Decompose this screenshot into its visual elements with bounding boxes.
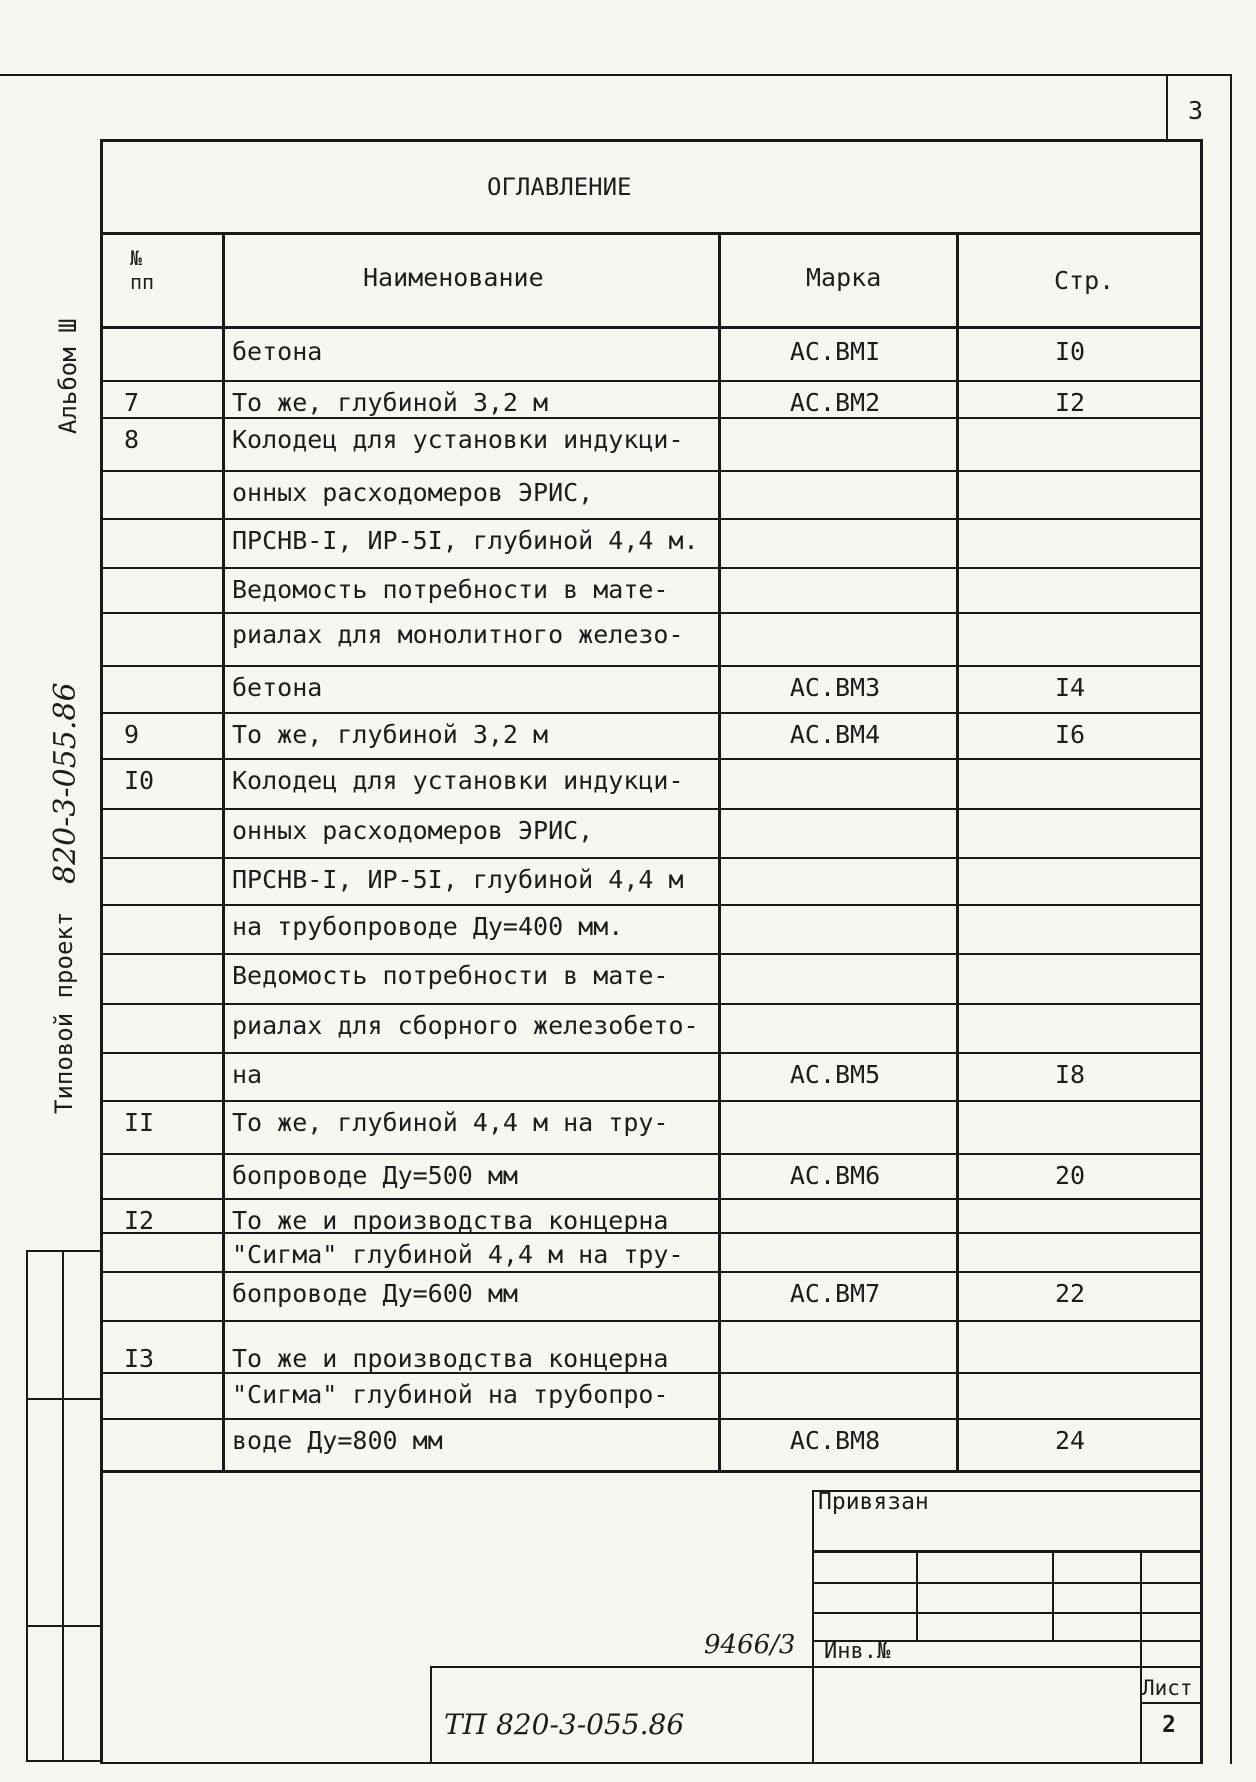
row-line xyxy=(100,518,1202,520)
row-line xyxy=(100,612,1202,614)
row-page: 20 xyxy=(1054,1161,1086,1190)
col-header-name: Наименование xyxy=(363,263,544,292)
stamp-line-3 xyxy=(812,1612,1202,1614)
margin-table-row2 xyxy=(26,1625,102,1627)
row-line xyxy=(100,1271,1202,1273)
row-number: II xyxy=(124,1108,155,1137)
row-line xyxy=(100,1100,1202,1102)
row-number: I0 xyxy=(124,766,155,795)
margin-table-row1 xyxy=(26,1398,102,1400)
inv-number: 9466/3 xyxy=(704,1630,796,1660)
stamp-line-5 xyxy=(430,1666,1202,1668)
margin-table-mid xyxy=(62,1250,64,1762)
row-line xyxy=(100,1052,1202,1054)
table-header-top xyxy=(100,232,1202,235)
row-page: I4 xyxy=(1054,673,1086,702)
page-number: 3 xyxy=(1188,96,1204,125)
row-mark: АС.ВМ6 xyxy=(789,1161,881,1190)
row-name: бетона xyxy=(232,337,323,366)
row-line xyxy=(100,953,1202,955)
row-line xyxy=(100,808,1202,810)
col-header-page: Стр. xyxy=(1054,266,1115,295)
row-name: То же и производства концерна xyxy=(232,1344,669,1373)
doc-code: ТП 820-3-055.86 xyxy=(444,1708,685,1741)
main-frame-left xyxy=(100,139,103,1764)
page-number-box-left xyxy=(1166,76,1168,142)
row-line xyxy=(100,712,1202,714)
row-name: "Сигма" глубиной на трубопро- xyxy=(232,1380,669,1409)
row-page: I6 xyxy=(1054,720,1086,749)
right-margin-line xyxy=(1230,76,1232,1764)
row-page: I0 xyxy=(1054,337,1086,366)
table-bottom-line xyxy=(100,1470,1202,1473)
row-line xyxy=(100,567,1202,569)
row-line xyxy=(100,1320,1202,1322)
sheet-number: 2 xyxy=(1162,1712,1176,1738)
row-mark: АС.ВМI xyxy=(789,337,881,366)
row-number: 7 xyxy=(124,388,140,417)
frame-bottom xyxy=(100,1762,1202,1764)
row-line xyxy=(100,857,1202,859)
row-line xyxy=(100,1198,1202,1200)
row-name: риалах для сборного железобето- xyxy=(232,1011,699,1040)
row-name: ПРСНВ-I, ИР-5I, глубиной 4,4 м. xyxy=(232,526,699,555)
row-line xyxy=(100,904,1202,906)
frame-top-line xyxy=(0,74,1232,76)
row-name: Колодец для установки индукци- xyxy=(232,766,684,795)
margin-table-bottom xyxy=(26,1760,102,1762)
row-page: 24 xyxy=(1054,1426,1086,1455)
row-name: "Сигма" глубиной 4,4 м на тру- xyxy=(232,1240,684,1269)
stamp-col-c xyxy=(1140,1550,1142,1666)
row-name: бопроводе Ду=600 мм xyxy=(232,1279,518,1308)
row-line xyxy=(100,1418,1202,1420)
row-name: онных расходомеров ЭРИС, xyxy=(232,478,594,507)
sheet-label: Лист xyxy=(1142,1676,1193,1700)
row-line xyxy=(100,470,1202,472)
col-header-mark: Марка xyxy=(806,263,882,292)
row-number: 9 xyxy=(124,720,140,749)
row-name: бопроводе Ду=500 мм xyxy=(232,1161,518,1190)
project-label: Типовой проект xyxy=(50,911,78,1114)
row-name: Ведомость потребности в мате- xyxy=(232,961,669,990)
row-name: То же и производства концерна xyxy=(232,1206,669,1235)
stamp-left-doc xyxy=(430,1666,432,1764)
row-mark: АС.ВМ7 xyxy=(789,1279,881,1308)
album-label: Альбом Ш xyxy=(54,318,82,434)
row-page: I8 xyxy=(1054,1060,1086,1089)
row-name: риалах для монолитного железо- xyxy=(232,620,684,649)
row-mark: АС.ВМ4 xyxy=(789,720,881,749)
row-number: I2 xyxy=(124,1206,155,1235)
row-number: I3 xyxy=(124,1344,155,1373)
row-name: воде Ду=800 мм xyxy=(232,1426,443,1455)
main-frame-top xyxy=(100,139,1202,142)
row-line xyxy=(100,758,1202,760)
margin-table-top xyxy=(26,1250,102,1252)
row-name: То же, глубиной 3,2 м xyxy=(232,720,549,749)
row-page: I2 xyxy=(1054,388,1086,417)
row-line xyxy=(100,665,1202,667)
col-header-num: № пп xyxy=(130,246,155,294)
table-header-bottom xyxy=(100,326,1202,329)
row-name: То же, глубиной 4,4 м на тру- xyxy=(232,1108,669,1137)
row-mark: АС.ВМ5 xyxy=(789,1060,881,1089)
stamp-left xyxy=(812,1490,814,1762)
row-name: ПРСНВ-I, ИР-5I, глубиной 4,4 м xyxy=(232,865,684,894)
row-mark: АС.ВМ3 xyxy=(789,673,881,702)
inv-label: Инв.№ xyxy=(824,1639,891,1664)
project-code: 820-3-055.86 xyxy=(48,682,83,884)
row-name: бетона xyxy=(232,673,323,702)
row-page: 22 xyxy=(1054,1279,1086,1308)
row-line xyxy=(100,380,1202,382)
main-frame-right xyxy=(1200,139,1203,1764)
row-mark: АС.ВМ2 xyxy=(789,388,881,417)
stamp-col-b xyxy=(1052,1550,1054,1642)
stamp-line-1 xyxy=(812,1550,1202,1553)
page-title: ОГЛАВЛЕНИЕ xyxy=(487,173,632,201)
row-mark: АС.ВМ8 xyxy=(789,1426,881,1455)
row-number: 8 xyxy=(124,425,140,454)
row-line xyxy=(100,1153,1202,1155)
row-name: То же, глубиной 3,2 м xyxy=(232,388,549,417)
stamp-line-2 xyxy=(812,1582,1202,1584)
row-name: Колодец для установки индукци- xyxy=(232,425,684,454)
stamp-col-a xyxy=(916,1550,918,1642)
privyazan-label: Привязан xyxy=(818,1489,929,1515)
row-name: онных расходомеров ЭРИС, xyxy=(232,816,594,845)
row-name: на трубопроводе Ду=400 мм. xyxy=(232,912,624,941)
row-line xyxy=(100,1003,1202,1005)
margin-table-left xyxy=(26,1250,28,1762)
row-name: Ведомость потребности в мате- xyxy=(232,575,669,604)
row-name: на xyxy=(232,1060,263,1089)
